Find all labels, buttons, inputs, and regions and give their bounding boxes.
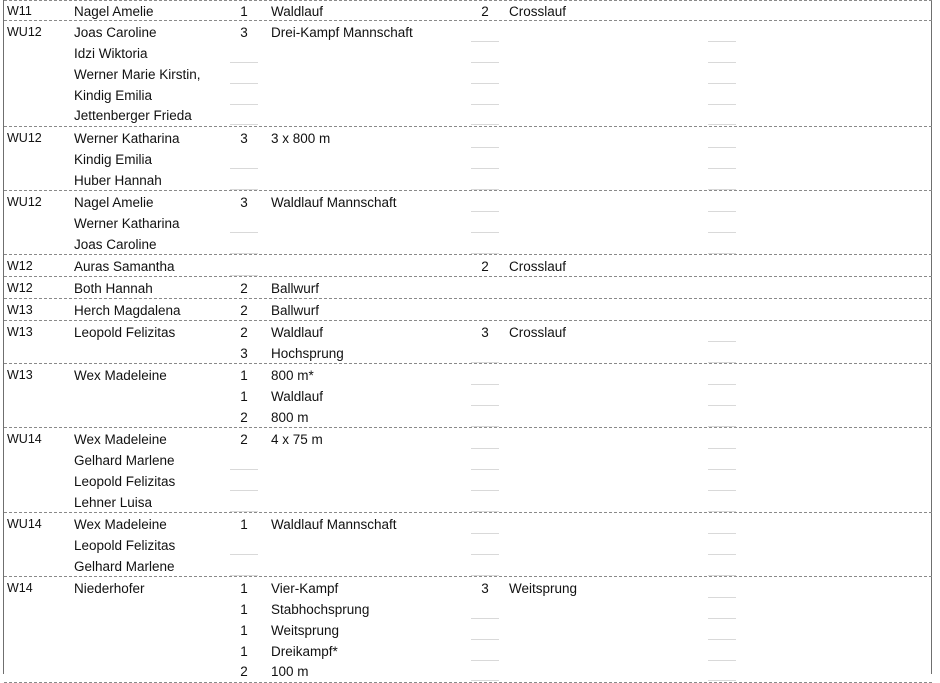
age-class: W13 bbox=[7, 325, 33, 339]
table-row bbox=[4, 85, 932, 106]
empty-rank-slot bbox=[471, 575, 499, 576]
empty-rank-slot bbox=[708, 597, 736, 598]
placement-rank: 2 bbox=[240, 664, 248, 679]
empty-rank-slot bbox=[230, 275, 258, 276]
empty-rank-slot bbox=[708, 384, 736, 385]
age-class: WU14 bbox=[7, 517, 42, 531]
placement-rank: 2 bbox=[481, 259, 489, 274]
placement-rank: 1 bbox=[240, 368, 248, 383]
empty-rank-slot bbox=[471, 618, 499, 619]
empty-rank-slot bbox=[708, 124, 736, 125]
empty-rank-slot bbox=[708, 362, 736, 363]
athlete-name: Leopold Felizitas bbox=[74, 325, 176, 340]
empty-rank-slot bbox=[471, 124, 499, 125]
athlete-name: Joas Caroline bbox=[74, 237, 157, 252]
table-row bbox=[4, 641, 932, 662]
age-class: W13 bbox=[7, 303, 33, 317]
event-name: Crosslauf bbox=[509, 325, 567, 340]
table-row bbox=[4, 149, 932, 170]
empty-rank-slot bbox=[708, 490, 736, 491]
age-class: WU12 bbox=[7, 131, 42, 145]
empty-rank-slot bbox=[471, 147, 499, 148]
placement-rank: 3 bbox=[240, 131, 248, 146]
event-name: Ballwurf bbox=[271, 303, 320, 318]
event-name: Vier-Kampf bbox=[271, 581, 339, 596]
athlete-name: Jettenberger Frieda bbox=[74, 108, 192, 123]
event-name: Drei-Kampf Mannschaft bbox=[271, 25, 413, 40]
age-class: W11 bbox=[7, 4, 32, 18]
athlete-name: Nagel Amelie bbox=[74, 195, 154, 210]
empty-rank-slot bbox=[471, 232, 499, 233]
result-group bbox=[4, 0, 932, 21]
table-row bbox=[4, 1, 932, 22]
empty-rank-slot bbox=[471, 189, 499, 190]
event-name: Waldlauf bbox=[271, 325, 324, 340]
event-name: Waldlauf bbox=[271, 4, 324, 19]
event-name: Weitsprung bbox=[271, 623, 340, 638]
placement-rank: 1 bbox=[240, 644, 248, 659]
athlete-name: Kindig Emilia bbox=[74, 88, 153, 103]
empty-rank-slot bbox=[230, 253, 258, 254]
athlete-name: Wex Madeleine bbox=[74, 432, 167, 447]
empty-rank-slot bbox=[471, 554, 499, 555]
table-row bbox=[4, 234, 932, 255]
table-row bbox=[4, 213, 932, 234]
athlete-name: Idzi Wiktoria bbox=[74, 46, 148, 61]
event-name: Crosslauf bbox=[509, 4, 567, 19]
event-name: Crosslauf bbox=[509, 259, 567, 274]
empty-rank-slot bbox=[471, 426, 499, 427]
result-group bbox=[4, 365, 932, 428]
empty-rank-slot bbox=[471, 639, 499, 640]
result-group bbox=[4, 192, 932, 255]
athlete-name: Niederhofer bbox=[74, 581, 145, 596]
event-name: Waldlauf bbox=[271, 389, 324, 404]
event-name: Waldlauf Mannschaft bbox=[271, 517, 397, 532]
empty-rank-slot bbox=[471, 490, 499, 491]
athlete-name: Lehner Luisa bbox=[74, 495, 153, 510]
placement-rank: 2 bbox=[240, 432, 248, 447]
empty-rank-slot bbox=[471, 448, 499, 449]
result-group bbox=[4, 278, 932, 299]
empty-rank-slot bbox=[708, 341, 736, 342]
athlete-name: Werner Marie Kirstin, bbox=[74, 67, 201, 82]
age-class: W12 bbox=[7, 281, 33, 295]
placement-rank: 2 bbox=[240, 281, 248, 296]
empty-rank-slot bbox=[708, 41, 736, 42]
event-name: 4 x 75 m bbox=[271, 432, 323, 447]
age-class: WU12 bbox=[7, 195, 42, 209]
event-name: 100 m bbox=[271, 664, 309, 679]
placement-rank: 1 bbox=[240, 623, 248, 638]
empty-rank-slot bbox=[708, 189, 736, 190]
empty-rank-slot bbox=[230, 189, 258, 190]
placement-rank: 1 bbox=[240, 602, 248, 617]
placement-rank: 3 bbox=[481, 325, 489, 340]
result-group bbox=[4, 300, 932, 321]
athlete-name: Huber Hannah bbox=[74, 173, 162, 188]
athlete-name: Gelhard Marlene bbox=[74, 559, 175, 574]
placement-rank: 3 bbox=[240, 346, 248, 361]
table-row bbox=[4, 556, 932, 577]
empty-rank-slot bbox=[230, 511, 258, 512]
athlete-name: Kindig Emilia bbox=[74, 152, 153, 167]
event-name: Dreikampf* bbox=[271, 644, 338, 659]
result-group bbox=[4, 128, 932, 191]
athlete-name: Leopold Felizitas bbox=[74, 538, 176, 553]
age-class: WU12 bbox=[7, 25, 42, 39]
empty-rank-slot bbox=[708, 232, 736, 233]
athlete-name: Auras Samantha bbox=[74, 259, 175, 274]
age-class: W13 bbox=[7, 368, 33, 382]
age-class: WU14 bbox=[7, 432, 42, 446]
event-name: Hochsprung bbox=[271, 346, 344, 361]
empty-rank-slot bbox=[708, 253, 736, 254]
table-row bbox=[4, 64, 932, 85]
athlete-name: Werner Katharina bbox=[74, 216, 180, 231]
table-row bbox=[4, 578, 932, 599]
event-name: 3 x 800 m bbox=[271, 131, 331, 146]
table-row bbox=[4, 429, 932, 450]
empty-rank-slot bbox=[230, 83, 258, 84]
empty-rank-slot bbox=[708, 680, 736, 681]
empty-rank-slot bbox=[471, 253, 499, 254]
empty-rank-slot bbox=[230, 168, 258, 169]
empty-rank-slot bbox=[230, 490, 258, 491]
placement-rank: 1 bbox=[240, 389, 248, 404]
table-row bbox=[4, 492, 932, 513]
event-name: Stabhochsprung bbox=[271, 602, 370, 617]
empty-rank-slot bbox=[471, 511, 499, 512]
empty-rank-slot bbox=[708, 83, 736, 84]
result-group bbox=[4, 322, 932, 364]
empty-rank-slot bbox=[708, 575, 736, 576]
placement-rank: 2 bbox=[240, 325, 248, 340]
empty-rank-slot bbox=[708, 147, 736, 148]
empty-rank-slot bbox=[230, 554, 258, 555]
empty-rank-slot bbox=[230, 575, 258, 576]
result-group bbox=[4, 22, 932, 127]
placement-rank: 1 bbox=[240, 517, 248, 532]
empty-rank-slot bbox=[471, 83, 499, 84]
empty-rank-slot bbox=[471, 469, 499, 470]
placement-rank: 3 bbox=[240, 25, 248, 40]
table-row bbox=[4, 661, 932, 682]
table-row bbox=[4, 407, 932, 428]
empty-rank-slot bbox=[708, 554, 736, 555]
empty-rank-slot bbox=[708, 469, 736, 470]
table-row bbox=[4, 471, 932, 492]
empty-rank-slot bbox=[230, 232, 258, 233]
empty-rank-slot bbox=[708, 405, 736, 406]
athlete-name: Joas Caroline bbox=[74, 25, 157, 40]
table-row bbox=[4, 514, 932, 535]
empty-rank-slot bbox=[230, 62, 258, 63]
placement-rank: 2 bbox=[481, 4, 489, 19]
athlete-name: Herch Magdalena bbox=[74, 303, 181, 318]
table-row bbox=[4, 300, 932, 321]
empty-rank-slot bbox=[471, 62, 499, 63]
empty-rank-slot bbox=[471, 362, 499, 363]
table-row bbox=[4, 343, 932, 364]
result-group bbox=[4, 256, 932, 277]
athlete-name: Wex Madeleine bbox=[74, 368, 167, 383]
table-row bbox=[4, 599, 932, 620]
empty-rank-slot bbox=[708, 533, 736, 534]
result-group bbox=[4, 429, 932, 513]
athlete-name: Wex Madeleine bbox=[74, 517, 167, 532]
age-class: W12 bbox=[7, 259, 33, 273]
event-name: 800 m* bbox=[271, 368, 314, 383]
table-row bbox=[4, 170, 932, 191]
empty-rank-slot bbox=[471, 384, 499, 385]
table-row bbox=[4, 128, 932, 149]
athlete-name: Leopold Felizitas bbox=[74, 474, 176, 489]
empty-rank-slot bbox=[708, 211, 736, 212]
placement-rank: 1 bbox=[240, 4, 248, 19]
event-name: 800 m bbox=[271, 410, 309, 425]
placement-rank: 3 bbox=[481, 581, 489, 596]
empty-rank-slot bbox=[471, 211, 499, 212]
empty-rank-slot bbox=[230, 124, 258, 125]
placement-rank: 3 bbox=[240, 195, 248, 210]
table-row bbox=[4, 450, 932, 471]
athlete-name: Werner Katharina bbox=[74, 131, 180, 146]
empty-rank-slot bbox=[471, 533, 499, 534]
table-row bbox=[4, 256, 932, 277]
empty-rank-slot bbox=[471, 41, 499, 42]
result-group bbox=[4, 578, 932, 683]
empty-rank-slot bbox=[708, 511, 736, 512]
athlete-name: Gelhard Marlene bbox=[74, 453, 175, 468]
result-group bbox=[4, 514, 932, 577]
table-row bbox=[4, 535, 932, 556]
table-row bbox=[4, 620, 932, 641]
empty-rank-slot bbox=[471, 680, 499, 681]
table-row bbox=[4, 386, 932, 407]
empty-rank-slot bbox=[708, 62, 736, 63]
empty-rank-slot bbox=[471, 168, 499, 169]
empty-rank-slot bbox=[708, 448, 736, 449]
empty-rank-slot bbox=[708, 618, 736, 619]
table-row bbox=[4, 322, 932, 343]
athlete-name: Both Hannah bbox=[74, 281, 153, 296]
age-class: W14 bbox=[7, 581, 33, 595]
table-row bbox=[4, 192, 932, 213]
empty-rank-slot bbox=[708, 426, 736, 427]
table-row bbox=[4, 365, 932, 386]
table-row bbox=[4, 43, 932, 64]
empty-rank-slot bbox=[230, 469, 258, 470]
athlete-name: Nagel Amelie bbox=[74, 4, 154, 19]
table-row bbox=[4, 278, 932, 299]
empty-rank-slot bbox=[471, 405, 499, 406]
event-name: Ballwurf bbox=[271, 281, 320, 296]
table-row bbox=[4, 105, 932, 126]
event-name: Waldlauf Mannschaft bbox=[271, 195, 397, 210]
empty-rank-slot bbox=[708, 168, 736, 169]
event-name: Weitsprung bbox=[509, 581, 578, 596]
empty-rank-slot bbox=[708, 639, 736, 640]
placement-rank: 2 bbox=[240, 303, 248, 318]
table-row bbox=[4, 22, 932, 43]
placement-rank: 1 bbox=[240, 581, 248, 596]
placement-rank: 2 bbox=[240, 410, 248, 425]
